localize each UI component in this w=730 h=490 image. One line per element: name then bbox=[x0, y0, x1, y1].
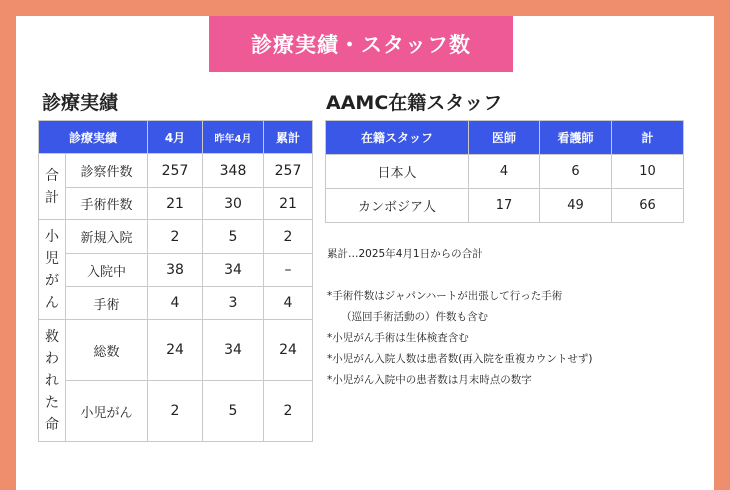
table-row bbox=[39, 154, 313, 188]
clinical-results-table bbox=[38, 120, 313, 442]
note-line: *小児がん入院人数は患者数(再入院を重複カウントせず) bbox=[327, 353, 593, 365]
row-label: 総数 bbox=[66, 320, 148, 381]
table-header-row bbox=[39, 121, 313, 154]
table-cell: 10 bbox=[612, 155, 684, 189]
row-label: 新規入院 bbox=[66, 220, 148, 254]
group-label-lives-saved: 救 わ れ た 命 bbox=[39, 320, 66, 442]
table-header-row bbox=[326, 121, 684, 155]
table-row bbox=[326, 189, 684, 223]
header-cell: 診療実績 bbox=[39, 121, 148, 154]
table-row bbox=[39, 381, 313, 442]
table-cell: 21 bbox=[148, 188, 203, 220]
table-cell: 5 bbox=[203, 381, 264, 442]
row-label: 小児がん bbox=[66, 381, 148, 442]
note-spacer bbox=[327, 265, 592, 286]
table-cell: 30 bbox=[203, 188, 264, 220]
table-cell: 2 bbox=[148, 381, 203, 442]
row-label: 日本人 bbox=[326, 155, 469, 189]
notes-block bbox=[327, 244, 592, 391]
table-cell: 257 bbox=[264, 154, 313, 188]
row-label: 入院中 bbox=[66, 254, 148, 287]
table-row bbox=[39, 254, 313, 287]
table-cell: 49 bbox=[540, 189, 612, 223]
table-row bbox=[39, 220, 313, 254]
header-cell: 累計 bbox=[264, 121, 313, 154]
table-row bbox=[39, 188, 313, 220]
table-cell: 348 bbox=[203, 154, 264, 188]
table-cell: 2 bbox=[148, 220, 203, 254]
table-cell: 3 bbox=[203, 287, 264, 320]
table-cell: 24 bbox=[148, 320, 203, 381]
left-section-heading: 診療実績 bbox=[42, 92, 119, 114]
banner-title: 診療実績・スタッフ数 bbox=[209, 16, 513, 72]
table-cell: 2 bbox=[264, 381, 313, 442]
header-cell: 昨年4月 bbox=[203, 121, 264, 154]
note-line: *小児がん入院中の患者数は月末時点の数字 bbox=[327, 374, 532, 386]
row-label: 手術件数 bbox=[66, 188, 148, 220]
table-cell: 4 bbox=[264, 287, 313, 320]
right-section-heading: AAMC在籍スタッフ bbox=[326, 92, 503, 114]
table-row bbox=[326, 155, 684, 189]
staff-table bbox=[325, 120, 684, 223]
table-cell: 24 bbox=[264, 320, 313, 381]
table-cell: 34 bbox=[203, 320, 264, 381]
table-cell: 4 bbox=[148, 287, 203, 320]
header-cell: 在籍スタッフ bbox=[326, 121, 469, 155]
group-label-total: 合 計 bbox=[39, 154, 66, 220]
table-cell: – bbox=[264, 254, 313, 287]
table-row bbox=[39, 320, 313, 381]
row-label: カンボジア人 bbox=[326, 189, 469, 223]
group-label-pediatric-cancer: 小 児 が ん bbox=[39, 220, 66, 320]
table-cell: 34 bbox=[203, 254, 264, 287]
note-line: （巡回手術活動の）件数も含む bbox=[341, 311, 488, 323]
table-cell: 5 bbox=[203, 220, 264, 254]
table-cell: 6 bbox=[540, 155, 612, 189]
header-cell: 計 bbox=[612, 121, 684, 155]
note-line: *小児がん手術は生体検査含む bbox=[327, 332, 469, 344]
header-cell: 看護師 bbox=[540, 121, 612, 155]
table-cell: 2 bbox=[264, 220, 313, 254]
row-label: 診察件数 bbox=[66, 154, 148, 188]
note-line: *手術件数はジャパンハートが出張して行った手術 bbox=[327, 290, 563, 302]
row-label: 手術 bbox=[66, 287, 148, 320]
note-line: 累計…2025年4月1日からの合計 bbox=[327, 248, 483, 260]
table-row bbox=[39, 287, 313, 320]
header-cell: 4月 bbox=[148, 121, 203, 154]
table-cell: 66 bbox=[612, 189, 684, 223]
table-cell: 17 bbox=[469, 189, 540, 223]
table-cell: 257 bbox=[148, 154, 203, 188]
table-cell: 21 bbox=[264, 188, 313, 220]
table-cell: 38 bbox=[148, 254, 203, 287]
table-cell: 4 bbox=[469, 155, 540, 189]
header-cell: 医師 bbox=[469, 121, 540, 155]
